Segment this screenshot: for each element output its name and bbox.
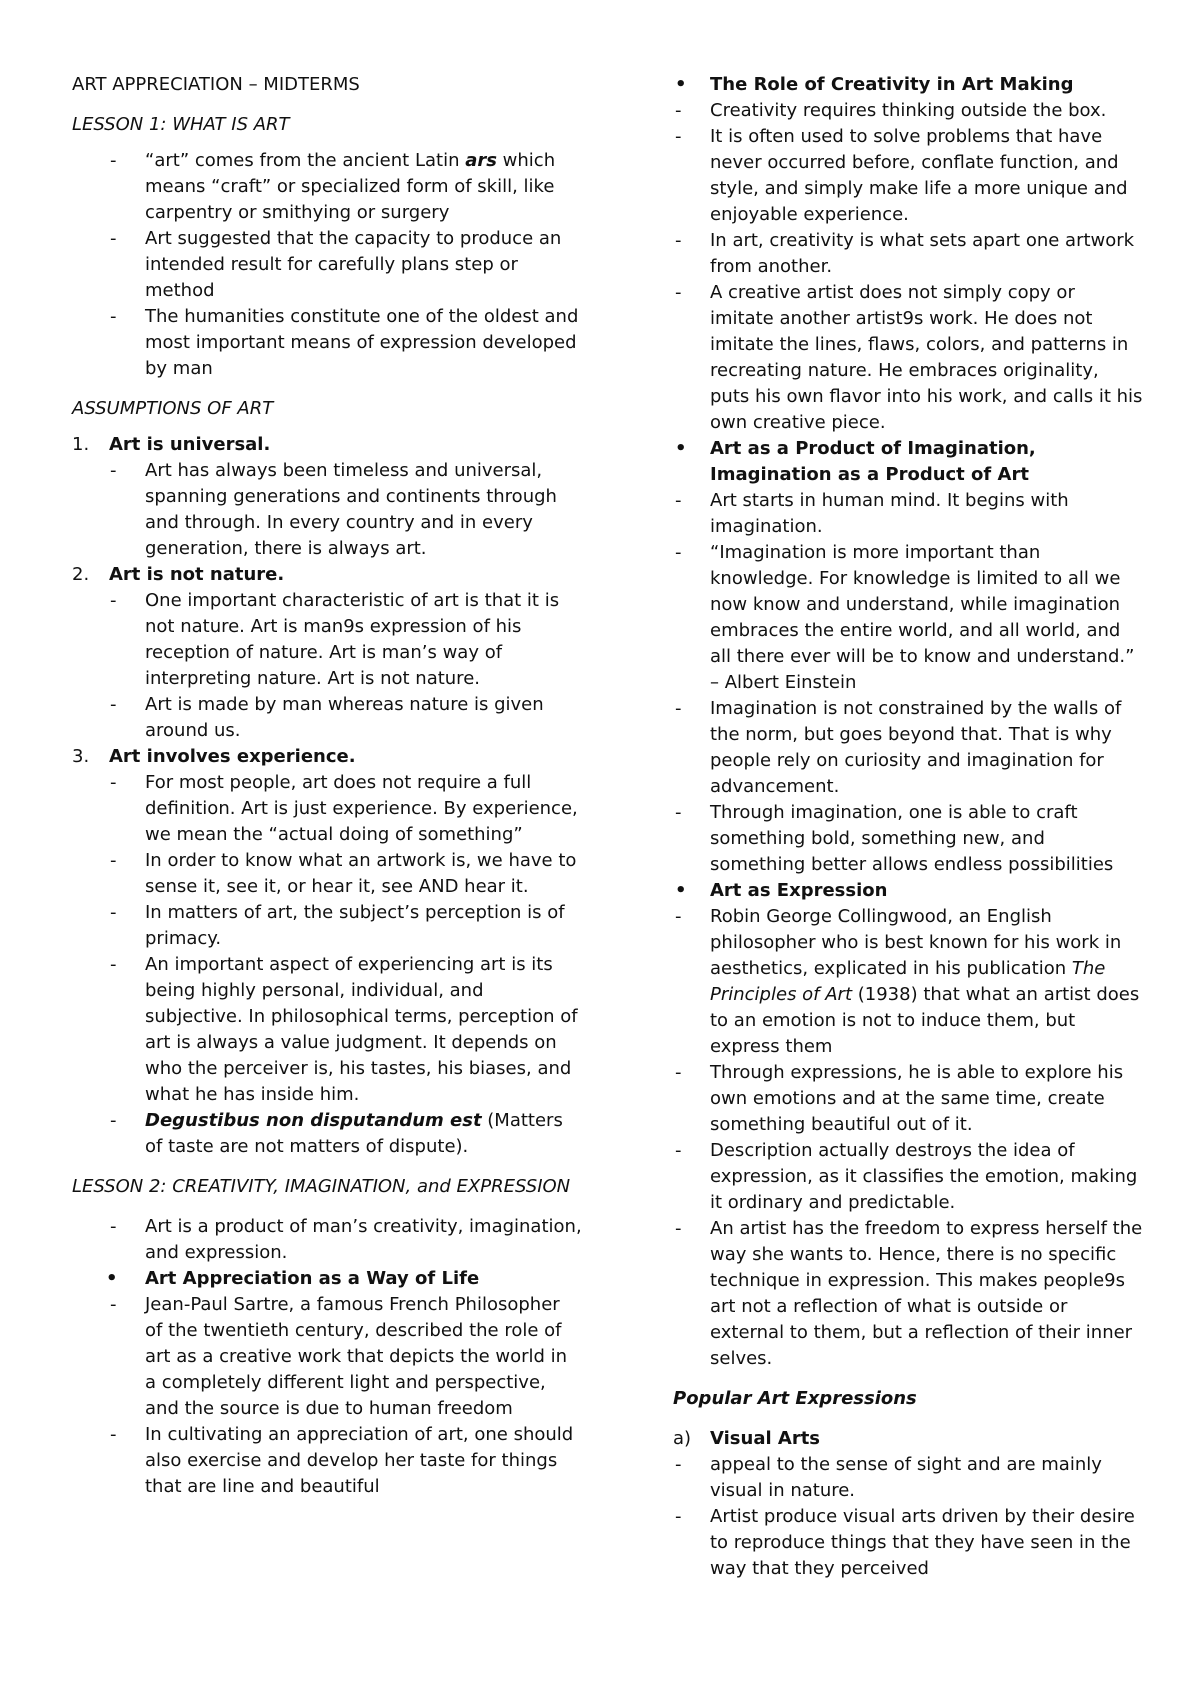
list-item: - Through imagination, one is able to craft something bold, something new, and something better allows endless possibilities [673, 800, 1143, 878]
list-item: - appeal to the sense of sight and are mainly visual in nature. [673, 1452, 1143, 1504]
assumptions-heading: ASSUMPTIONS OF ART [72, 398, 274, 419]
creativity-title: • The Role of Creativity in Art Making [673, 72, 1143, 98]
list-item: - Description actually destroys the idea of expression, as it classifies the emotion, making it ordinary and predictable. [673, 1138, 1143, 1216]
assumption-3-title: 3. Art involves experience. [72, 746, 356, 767]
assumption-2-title: 2. Art is not nature. [72, 564, 285, 585]
imagination-title: • Art as a Product of Imagination, Imagination as a Product of Art [673, 436, 1143, 488]
list-item: - Degustibus non disputandum est (Matters of taste are not matters of dispute). [72, 1108, 582, 1160]
list-item: - The humanities constitute one of the oldest and most important means of expression developed by man [72, 304, 582, 382]
list-item: - For most people, art does not require a full definition. Art is just experience. By experience, we mean the “actual doing of something” [72, 770, 582, 848]
list-item: - An important aspect of experiencing art is its being highly personal, individual, and subjective. In philosophical terms, perception of art is always a value judgment. It depends on who the perceiver is, his tastes, his biases, and what he has inside him. [72, 952, 582, 1108]
popular-art-heading: Popular Art Expressions [673, 1388, 917, 1409]
list-item: - Creativity requires thinking outside the box. [673, 98, 1143, 124]
list-item: - Robin George Collingwood, an English philosopher who is best known for his work in aesthetics, explicated in his publication The Principles of Art (1938) that what an artist does to an emotion is not to induce them, but express them [673, 904, 1143, 1060]
list-item: - In art, creativity is what sets apart one artwork from another. [673, 228, 1143, 280]
visual-arts-title: a) Visual Arts [673, 1428, 821, 1449]
list-item: - Art suggested that the capacity to produce an intended result for carefully plans step or method [72, 226, 582, 304]
list-item: - In cultivating an appreciation of art, one should also exercise and develop her taste for things that are line and beautiful [72, 1422, 582, 1500]
right-column [673, 72, 1143, 1582]
lesson-1-heading: LESSON 1: WHAT IS ART [72, 114, 290, 135]
assumption-1-title: 1. Art is universal. [72, 434, 271, 455]
list-item: - It is often used to solve problems that have never occurred before, conflate function, and style, and simply make life a more unique and enjoyable experience. [673, 124, 1143, 228]
list-item: - An artist has the freedom to express herself the way she wants to. Hence, there is no specific technique in expression. This makes people9s art not a reflection of what is outside or external to them, but a reflection of their inner selves. [673, 1216, 1143, 1372]
document-title: ART APPRECIATION – MIDTERMS [72, 74, 360, 95]
list-item: - Artist produce visual arts driven by their desire to reproduce things that they have seen in the way that they perceived [673, 1504, 1143, 1582]
list-item: - Through expressions, he is able to explore his own emotions and at the same time, create something beautiful out of it. [673, 1060, 1143, 1138]
list-item: - Jean-Paul Sartre, a famous French Philosopher of the twentieth century, described the role of art as a creative work that depicts the world in a completely different light and perspective, and the source is due to human freedom [72, 1292, 582, 1422]
list-item: - A creative artist does not simply copy or imitate another artist9s work. He does not imitate the lines, flaws, colors, and patterns in recreating nature. He embraces originality, puts his own flavor into his work, and calls it his own creative piece. [673, 280, 1143, 436]
list-item: - Art starts in human mind. It begins with imagination. [673, 488, 1143, 540]
list-item: - Art is made by man whereas nature is given around us. [72, 692, 582, 744]
list-item: - Art has always been timeless and universal, spanning generations and continents through and through. In every country and in every generation, there is always art. [72, 458, 582, 562]
way-of-life-title: • Art Appreciation as a Way of Life [72, 1266, 582, 1292]
list-item: - In order to know what an artwork is, we have to sense it, see it, or hear it, see AND hear it. [72, 848, 582, 900]
list-item: - In matters of art, the subject’s perception is of primacy. [72, 900, 582, 952]
expression-title: • Art as Expression [673, 878, 1143, 904]
list-item: - “Imagination is more important than knowledge. For knowledge is limited to all we now know and understand, while imagination embraces the entire world, and all world, and all there ever will be to know and understand.” – Albert Einstein [673, 540, 1143, 696]
lesson-2-heading: LESSON 2: CREATIVITY, IMAGINATION, and EXPRESSION [72, 1176, 571, 1197]
list-item: - Art is a product of man’s creativity, imagination, and expression. [72, 1214, 582, 1266]
list-item: - “art” comes from the ancient Latin ars which means “craft” or specialized form of skill, like carpentry or smithying or surgery [72, 148, 582, 226]
list-item: - One important characteristic of art is that it is not nature. Art is man9s expression of his reception of nature. Art is man’s way of interpreting nature. Art is not nature. [72, 588, 582, 692]
list-item: - Imagination is not constrained by the walls of the norm, but goes beyond that. That is why people rely on curiosity and imagination for advancement. [673, 696, 1143, 800]
left-column [72, 72, 582, 1500]
